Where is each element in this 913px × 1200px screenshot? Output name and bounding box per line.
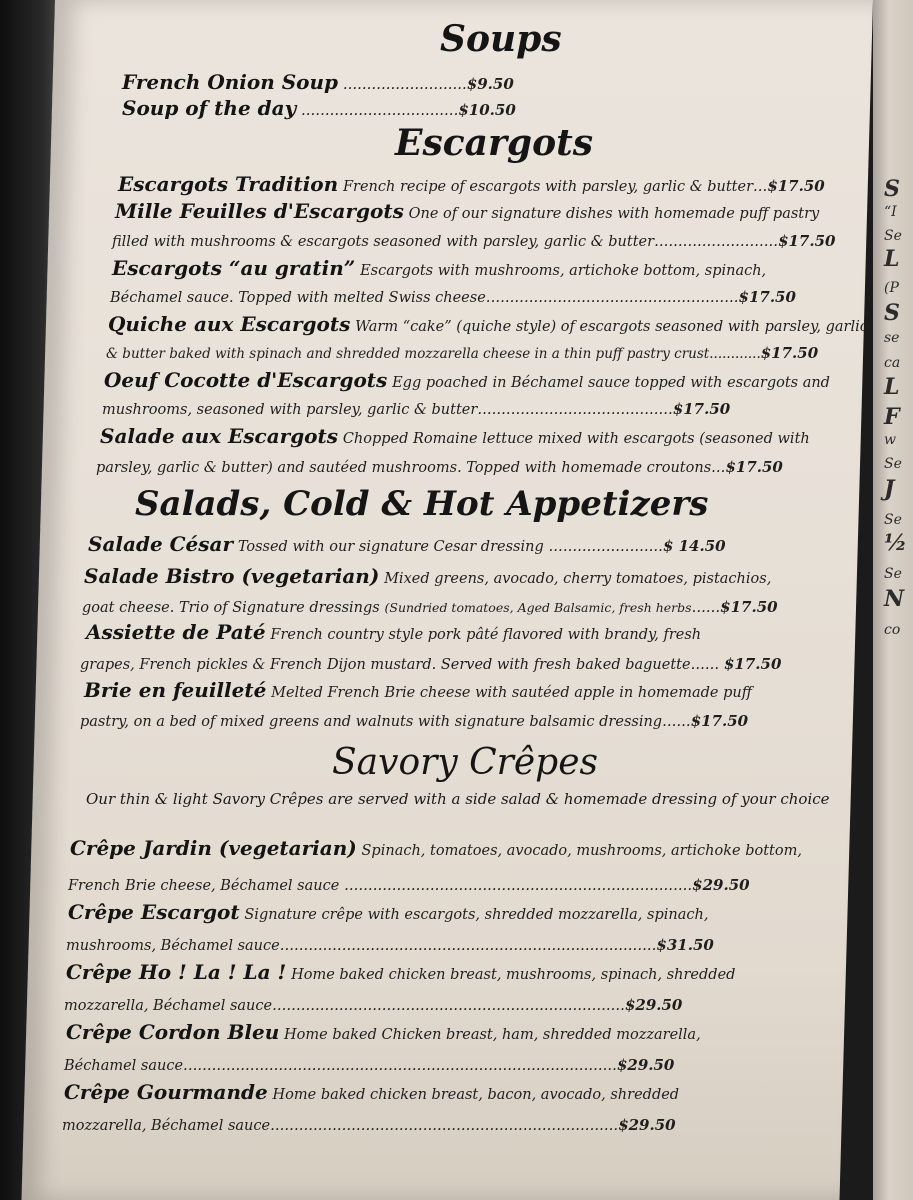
menu-item	[88, 532, 726, 556]
menu-item-continued	[66, 936, 714, 954]
item-price: $17.50	[738, 288, 796, 306]
item-price: $17.50	[672, 400, 731, 418]
item-description: mushrooms, Béchamel sauce	[66, 938, 280, 954]
menu-item-continued	[68, 876, 750, 894]
menu-item	[122, 96, 516, 120]
leader-dots: ......	[662, 712, 691, 730]
leader-dots: ...............................................................................	[279, 936, 657, 954]
item-name: Salade César	[88, 532, 234, 556]
item-description: pastry, on a bed of mixed greens and walnuts with signature balsamic dressing	[80, 714, 663, 730]
item-description-note: (Sundried tomatoes, Aged Balsamic, fresh herbs	[384, 600, 692, 615]
item-description: grapes, French pickles & French Dijon mustard. Served with fresh baked baguette	[80, 657, 691, 673]
item-price: $17.50	[690, 712, 749, 730]
fragment: L	[884, 246, 900, 272]
menu-item	[68, 900, 708, 924]
item-price: $29.50	[618, 1116, 676, 1134]
item-name: Oeuf Cocotte d'Escargots	[104, 368, 388, 392]
fragment: Se	[884, 512, 902, 528]
menu-item	[112, 256, 766, 280]
leader-dots: ...........................................................................................	[183, 1056, 617, 1074]
fragment: S	[884, 300, 900, 326]
menu-item-continued	[64, 1056, 674, 1074]
menu-item	[118, 172, 825, 196]
item-price: $ 14.50	[662, 537, 726, 555]
item-price: $17.50	[778, 232, 836, 250]
menu-item	[70, 836, 802, 860]
fragment: F	[884, 404, 900, 430]
item-name: Salade Bistro (vegetarian)	[84, 564, 380, 588]
item-name: Escargots Tradition	[118, 172, 339, 196]
leader-dots: ...	[753, 177, 768, 195]
menu-item	[66, 1020, 701, 1044]
fragment: S	[884, 176, 900, 202]
item-description: Béchamel sauce	[64, 1058, 184, 1074]
item-name: Crêpe Ho ! La ! La !	[66, 960, 287, 984]
item-name: Crêpe Escargot	[68, 900, 240, 924]
item-description: Béchamel sauce. Topped with melted Swiss cheese	[110, 290, 486, 306]
item-name: Crêpe Jardin (vegetarian)	[70, 836, 357, 860]
leader-dots: ......	[690, 655, 724, 673]
section-title-salads: Salads, Cold & Hot Appetizers	[135, 484, 709, 524]
leader-dots: ..........................	[342, 75, 467, 93]
item-price: $29.50	[624, 996, 683, 1014]
item-price: $29.50	[692, 876, 750, 894]
item-name: French Onion Soup	[122, 70, 339, 94]
item-description: Mixed greens, avocado, cherry tomatoes, pistachios,	[384, 571, 772, 587]
menu-item-continued	[80, 655, 781, 673]
item-price: $31.50	[656, 936, 714, 954]
item-description: Chopped Romaine lettuce mixed with escargots (seasoned with	[342, 431, 810, 447]
section-title-escargots: Escargots	[395, 122, 593, 164]
menu-item-continued	[96, 458, 783, 476]
item-description: mozzarella, Béchamel sauce	[64, 998, 273, 1014]
fragment: Se	[884, 228, 902, 244]
item-description: Tossed with our signature Cesar dressing	[237, 539, 544, 555]
menu-item	[100, 424, 810, 448]
item-description: Escargots with mushrooms, artichoke bottom, spinach,	[360, 263, 767, 279]
section-title-crepes: Savory Crêpes	[332, 742, 599, 783]
item-description: filled with mushrooms & escargots seasoned with parsley, garlic & butter	[112, 234, 655, 250]
fragment: L	[884, 374, 900, 400]
item-description: French recipe of escargots with parsley, garlic & butter	[342, 179, 753, 195]
item-price: $9.50	[466, 75, 514, 93]
leader-dots: .........................................................................	[270, 1116, 619, 1134]
item-price: $17.50	[725, 458, 783, 476]
menu-item-continued	[80, 712, 748, 730]
item-description: Egg poached in Béchamel sauce topped with escargots and	[392, 375, 830, 391]
item-description: Home baked Chicken breast, ham, shredded mozzarella,	[284, 1027, 701, 1043]
item-name: Soup of the day	[122, 96, 297, 120]
item-description: Melted French Brie cheese with sautéed apple in homemade puff	[271, 685, 753, 701]
item-description: Home baked chicken breast, bacon, avocado, shredded	[272, 1087, 680, 1103]
section-title-soups: Soups	[440, 18, 562, 60]
leader-dots: ............	[709, 346, 761, 362]
menu-item-continued	[64, 996, 682, 1014]
menu-item-continued	[82, 598, 778, 616]
item-name: Crêpe Gourmande	[64, 1080, 268, 1104]
item-price: $17.50	[720, 598, 778, 616]
menu-item	[84, 564, 771, 588]
fragment: N	[884, 586, 905, 612]
item-description: parsley, garlic & butter) and sautéed mushrooms. Topped with homemade croutons	[96, 460, 712, 476]
leader-dots: ........................	[543, 537, 663, 555]
leader-dots: ......	[691, 598, 721, 616]
item-name: Crêpe Cordon Bleu	[66, 1020, 280, 1044]
fragment: Se	[884, 566, 902, 582]
menu-item-continued	[112, 232, 835, 250]
item-price: $10.50	[458, 101, 516, 119]
menu-item	[86, 620, 701, 644]
item-description: mushrooms, seasoned with parsley, garlic & butter	[102, 402, 478, 418]
item-description: & butter baked with spinach and shredded mozzarella cheese in a thin puff pastry crust	[106, 346, 710, 362]
item-description: French country style pork pâté flavored with brandy, fresh	[270, 627, 702, 643]
menu-item	[84, 678, 752, 702]
leader-dots: ..........................	[654, 232, 779, 250]
leader-dots: .....................................................	[485, 288, 739, 306]
fragment: ½	[884, 530, 907, 556]
item-name: Assiette de Paté	[86, 620, 266, 644]
fragment: “I	[884, 204, 897, 220]
fragment: Se	[884, 456, 902, 472]
item-description: mozzarella, Béchamel sauce	[62, 1118, 271, 1134]
menu-item	[64, 1080, 679, 1104]
item-description: Warm “cake” (quiche style) of escargots seasoned with parsley, garlic	[355, 319, 868, 335]
leader-dots: .........................................................................	[339, 876, 693, 894]
item-description: One of our signature dishes with homemade puff pastry	[408, 206, 820, 222]
leader-dots: ...	[711, 458, 726, 476]
fragment: co	[884, 622, 901, 638]
menu-item	[104, 368, 830, 392]
item-name: Quiche aux Escargots	[108, 312, 351, 336]
menu-item-continued	[110, 288, 796, 306]
crepes-intro: Our thin & light Savory Crêpes are served with a side salad & homemade dressing of your choice	[86, 790, 830, 808]
fragment: w	[884, 432, 896, 448]
item-price: $17.50	[767, 177, 825, 195]
item-name: Salade aux Escargots	[100, 424, 339, 448]
leader-dots: .........................................	[477, 400, 673, 418]
item-name: Escargots “au gratin”	[112, 256, 356, 280]
item-description: Home baked chicken breast, mushrooms, spinach, shredded	[291, 967, 736, 983]
menu-item	[66, 960, 735, 984]
fragment: se	[884, 330, 900, 346]
fragment: (P	[884, 280, 899, 296]
item-price: $29.50	[616, 1056, 675, 1074]
item-name: Mille Feuilles d'Escargots	[115, 199, 404, 223]
menu-item	[108, 312, 868, 336]
item-description: French Brie cheese, Béchamel sauce	[68, 878, 340, 894]
item-price: $17.50	[760, 344, 819, 362]
item-description: Signature crêpe with escargots, shredded mozzarella, spinach,	[244, 907, 709, 923]
menu-item-continued	[102, 400, 730, 418]
item-description: goat cheese. Trio of Signature dressings	[82, 600, 380, 616]
menu-item-continued	[106, 344, 818, 362]
item-price: $17.50	[723, 655, 782, 673]
menu-item-continued	[62, 1116, 676, 1134]
item-name: Brie en feuilleté	[84, 678, 267, 702]
fragment: J	[884, 476, 895, 502]
leader-dots: .................................	[301, 101, 459, 119]
fragment: ca	[884, 355, 901, 371]
leader-dots: ..........................................................................	[272, 996, 625, 1014]
menu-item	[115, 199, 819, 223]
menu-item	[122, 70, 514, 94]
item-description: Spinach, tomatoes, avocado, mushrooms, artichoke bottom,	[361, 843, 802, 859]
